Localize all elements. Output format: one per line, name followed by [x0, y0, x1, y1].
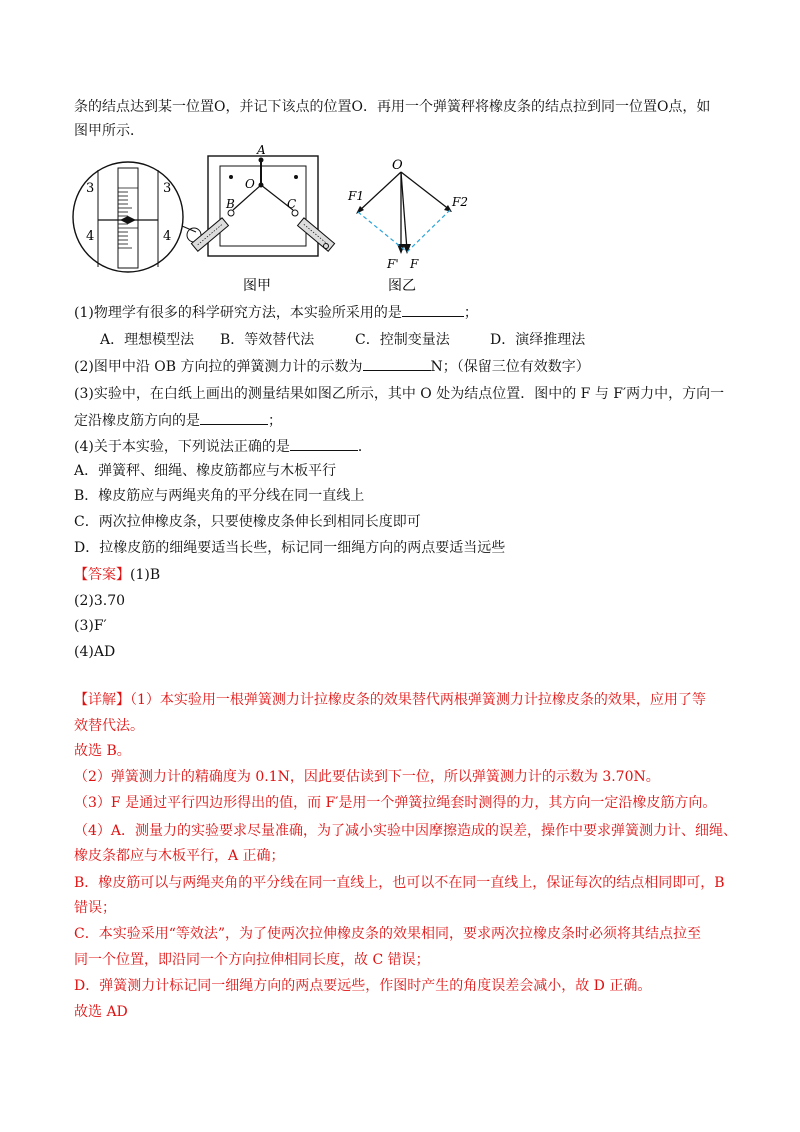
answer-tag: 【答案】 — [74, 567, 130, 583]
experiment-figure — [68, 140, 488, 298]
zoom-label-3-right: 3 — [163, 181, 172, 196]
label-Fprime: F' — [387, 257, 399, 271]
q1-option-d: D．演绎推理法 — [490, 332, 586, 348]
question-1-tail: ； — [463, 305, 478, 321]
q4-option-b: B．橡皮筋应与两绳夹角的平分线在同一直线上 — [74, 488, 365, 504]
scale-zoom-view — [73, 162, 183, 272]
explanation-p1-line-2: 效替代法。 — [74, 718, 144, 734]
label-C: C — [287, 197, 297, 211]
answer-2: (2)3.70 — [74, 593, 126, 609]
question-4 — [74, 436, 372, 457]
answer-1: (1)B — [130, 567, 161, 583]
q4-option-a: A．弹簧秤、细绳、橡皮筋都应与木板平行 — [74, 463, 337, 479]
explanation-p1-line-1 — [74, 690, 706, 710]
question-1 — [74, 302, 478, 323]
explanation-p7: D．弹簧测力计标记同一细绳方向的两点要远些，作图时产生的角度误差会减小，故 D 正确。 — [74, 978, 652, 994]
q4-option-d: D．拉橡皮筋的细绳要适当长些，标记同一细绳方向的两点要适当远些 — [74, 540, 506, 556]
explanation-p4-line-2: 橡皮条都应与木板平行，A 正确； — [74, 848, 285, 864]
caption-jia: 图甲 — [243, 278, 271, 294]
explanation-p1-line-3: 故选 B。 — [74, 743, 131, 759]
question-3-line-2 — [74, 410, 282, 431]
label-O-board: O — [245, 177, 255, 191]
answer-line-1 — [74, 565, 160, 585]
q1-option-a: A．理想模型法 — [100, 332, 195, 348]
explanation-p6-line-1: C．本实验采用“等效法”，为了使两次拉伸橡皮条的效果相同，要求两次拉橡皮条时必须将其结点拉至 — [74, 926, 702, 942]
question-3-line-1: (3)实验中，在白纸上画出的测量结果如图乙所示，其中 O 处为结点位置．图中的 F 与 F′两力中，方向一 — [74, 386, 725, 402]
question-4-text: (4)关于本实验，下列说法正确的是 — [74, 439, 290, 455]
explanation-p4-line-1: （4）A．测量力的实验要求尽量准确，为了减小实验中因摩擦造成的误差，操作中要求弹簧测力计、细绳、 — [74, 823, 738, 839]
question-2 — [74, 356, 590, 377]
label-B: B — [226, 197, 235, 211]
explanation-p2: （2）弹簧测力计的精确度为 0.1N，因此要估读到下一位，所以弹簧测力计的示数为 3.70N。 — [74, 769, 660, 785]
intro-line-1: 条的结点达到某一位置O，并记下该点的位置O．再用一个弹簧秤将橡皮条的结点拉到同一位置O点，如 — [74, 99, 711, 115]
answer-4: (4)AD — [74, 644, 116, 660]
label-A: A — [257, 143, 266, 157]
label-F2: F2 — [452, 195, 468, 209]
answer-blank-1 — [402, 302, 464, 317]
question-3-tail: ； — [268, 413, 282, 429]
label-O-vector: O — [392, 158, 403, 173]
explanation-tag: 【详解】 — [74, 692, 130, 708]
explanation-p5-line-2: 错误； — [74, 900, 116, 916]
board-diagram — [191, 143, 334, 256]
label-F: F — [410, 257, 419, 271]
force-vector-diagram — [347, 158, 468, 271]
q1-option-c: C．控制变量法 — [355, 332, 450, 348]
question-3-text: 定沿橡皮筋方向的是 — [74, 413, 200, 429]
answer-blank-2 — [363, 356, 431, 371]
intro-line-2: 图甲所示． — [74, 123, 144, 139]
answer-blank-3 — [200, 410, 268, 425]
zoom-label-4-right: 4 — [163, 229, 172, 244]
explanation-p5-line-1: B．橡皮筋可以与两绳夹角的平分线在同一直线上，也可以不在同一直线上，保证每次的结点相同即可，B — [74, 875, 725, 891]
zoom-label-3-left: 3 — [86, 181, 95, 196]
q1-option-b: B．等效替代法 — [220, 332, 315, 348]
question-2-tail: N；（保留三位有效数字） — [430, 359, 590, 375]
explanation-p6-line-2: 同一个位置，即沿同一个方向拉伸相同长度，故 C 错误； — [74, 952, 430, 968]
answer-blank-4 — [290, 436, 358, 451]
question-1-text: (1)物理学有很多的科学研究方法，本实验所采用的是 — [74, 305, 402, 321]
answer-3: (3)F′ — [74, 618, 107, 634]
caption-yi: 图乙 — [388, 278, 416, 294]
label-F1: F1 — [348, 189, 364, 203]
explanation-p8: 故选 AD — [74, 1004, 128, 1020]
zoom-label-4-left: 4 — [86, 229, 95, 244]
question-2-text: (2)图甲中沿 OB 方向拉的弹簧测力计的示数为 — [74, 359, 363, 375]
explanation-p1-text: （1）本实验用一根弹簧测力计拉橡皮条的效果替代两根弹簧测力计拉橡皮条的效果，应用了等 — [130, 692, 706, 708]
question-4-tail: ． — [357, 439, 372, 455]
q4-option-c: C．两次拉伸橡皮条，只要使橡皮条伸长到相同长度即可 — [74, 514, 421, 530]
explanation-p3: （3）F 是通过平行四边形得出的值，而 F′是用一个弹簧拉绳套时测得的力，其方向一定沿橡皮筋方向。 — [74, 795, 717, 811]
